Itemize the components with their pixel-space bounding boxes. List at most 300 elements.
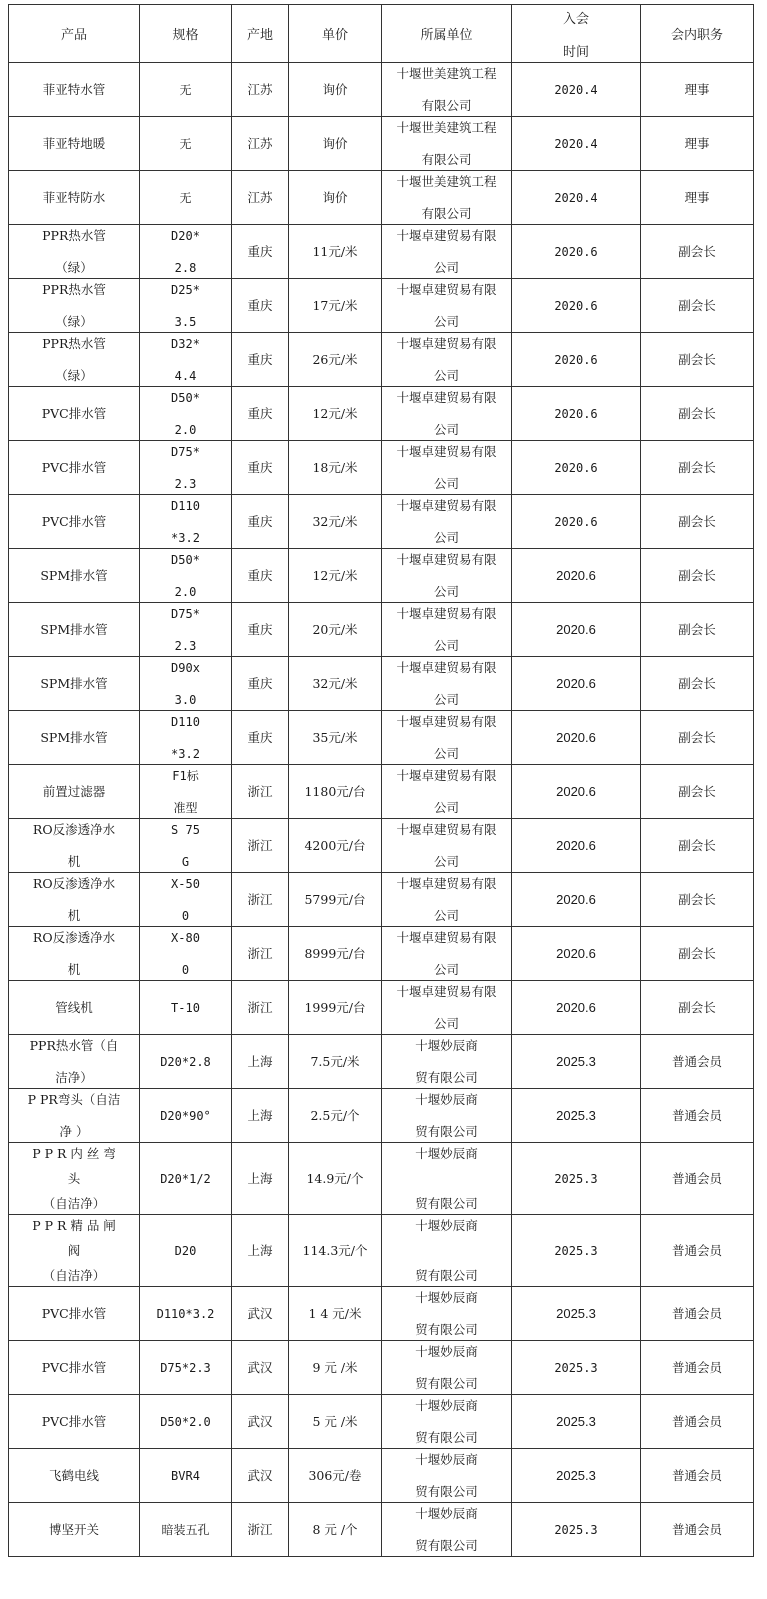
unit-cell-line: 公司 bbox=[433, 691, 459, 707]
join-date-cell: 2020.6 bbox=[512, 333, 641, 387]
table-row bbox=[9, 1449, 754, 1503]
product-cell-line: 机 bbox=[67, 907, 81, 923]
spec-cell-line: BVR4 bbox=[171, 1468, 200, 1483]
spec-cell bbox=[140, 1215, 232, 1287]
product-cell-line: 头 bbox=[67, 1170, 81, 1186]
unit-cell-line: 十堰妙辰商 bbox=[415, 1343, 478, 1359]
product-cell-line: SPM排水管 bbox=[40, 621, 108, 637]
spec-cell bbox=[140, 549, 232, 603]
product-cell-line: 管线机 bbox=[55, 999, 93, 1015]
spec-cell-line: 4.4 bbox=[174, 368, 197, 383]
unit-cell-line: 十堰妙辰商 bbox=[415, 1505, 478, 1521]
unit-cell bbox=[382, 549, 512, 603]
product-cell-line: 菲亚特防水 bbox=[42, 189, 106, 205]
unit-cell-line: 公司 bbox=[433, 853, 459, 869]
product-cell-line: 机 bbox=[67, 961, 81, 977]
product-cell-line: （自洁净） bbox=[42, 1267, 106, 1283]
product-cell bbox=[9, 1089, 140, 1143]
spec-cell-line: 3.5 bbox=[174, 314, 197, 329]
price-cell: 17元/米 bbox=[289, 279, 382, 333]
product-cell-line: PVC排水管 bbox=[41, 1359, 107, 1375]
origin-cell: 重庆 bbox=[232, 387, 289, 441]
unit-cell-line: 公司 bbox=[433, 421, 459, 437]
unit-cell-line: 公司 bbox=[433, 961, 459, 977]
table-row bbox=[9, 657, 754, 711]
unit-cell-line: 公司 bbox=[433, 259, 459, 275]
unit-cell-line: 公司 bbox=[433, 475, 459, 491]
role-cell: 副会长 bbox=[641, 603, 754, 657]
table-row bbox=[9, 441, 754, 495]
unit-cell bbox=[382, 603, 512, 657]
origin-cell: 重庆 bbox=[232, 225, 289, 279]
price-cell: 306元/卷 bbox=[289, 1449, 382, 1503]
origin-cell: 重庆 bbox=[232, 333, 289, 387]
product-cell bbox=[9, 495, 140, 549]
price-cell: 11元/米 bbox=[289, 225, 382, 279]
product-cell bbox=[9, 1395, 140, 1449]
unit-cell-line: 有限公司 bbox=[421, 97, 472, 113]
table-row bbox=[9, 1143, 754, 1215]
unit-cell-line: 公司 bbox=[433, 313, 459, 329]
unit-cell-line: 十堰卓建贸易有限 bbox=[396, 551, 497, 567]
spec-cell-line: X-50 bbox=[171, 876, 200, 891]
spec-cell-line: D75* bbox=[171, 444, 200, 459]
role-cell: 普通会员 bbox=[641, 1341, 754, 1395]
origin-cell: 重庆 bbox=[232, 549, 289, 603]
join-date-cell: 2020.6 bbox=[512, 927, 641, 981]
unit-cell bbox=[382, 279, 512, 333]
origin-cell: 重庆 bbox=[232, 711, 289, 765]
unit-cell bbox=[382, 171, 512, 225]
role-cell: 副会长 bbox=[641, 927, 754, 981]
table-row bbox=[9, 1503, 754, 1557]
product-cell bbox=[9, 603, 140, 657]
unit-cell bbox=[382, 711, 512, 765]
table-row bbox=[9, 495, 754, 549]
role-cell: 副会长 bbox=[641, 657, 754, 711]
unit-cell-line: 贸有限公司 bbox=[415, 1195, 478, 1211]
header-unit: 所属单位 bbox=[382, 5, 512, 63]
spec-cell-line: D50*2.0 bbox=[160, 1414, 211, 1429]
role-cell: 普通会员 bbox=[641, 1215, 754, 1287]
product-cell bbox=[9, 981, 140, 1035]
role-cell: 理事 bbox=[641, 63, 754, 117]
header-spec: 规格 bbox=[140, 5, 232, 63]
origin-cell: 浙江 bbox=[232, 765, 289, 819]
price-cell: 5 元 /米 bbox=[289, 1395, 382, 1449]
spec-cell-line: 无 bbox=[179, 82, 192, 97]
role-cell: 理事 bbox=[641, 171, 754, 225]
product-cell bbox=[9, 117, 140, 171]
table-row bbox=[9, 927, 754, 981]
spec-cell bbox=[140, 387, 232, 441]
join-date-cell: 2020.6 bbox=[512, 603, 641, 657]
product-cell-line: 博坚开关 bbox=[48, 1521, 99, 1537]
spec-cell-line: 暗装五孔 bbox=[161, 1522, 210, 1537]
product-cell bbox=[9, 657, 140, 711]
spec-cell-line: D25* bbox=[171, 282, 200, 297]
spec-cell bbox=[140, 279, 232, 333]
join-date-cell: 2025.3 bbox=[512, 1503, 641, 1557]
spec-cell bbox=[140, 765, 232, 819]
product-cell-line: PPR热水管 bbox=[42, 281, 106, 297]
origin-cell: 上海 bbox=[232, 1035, 289, 1089]
unit-cell-line: 十堰卓建贸易有限 bbox=[396, 497, 497, 513]
product-cell-line: （绿） bbox=[55, 313, 93, 329]
unit-cell-line: 公司 bbox=[433, 799, 459, 815]
table-row bbox=[9, 765, 754, 819]
unit-cell bbox=[382, 819, 512, 873]
spec-cell-line: D50* bbox=[171, 390, 200, 405]
spec-cell bbox=[140, 1089, 232, 1143]
spec-cell-line: D32* bbox=[171, 336, 200, 351]
price-cell: 35元/米 bbox=[289, 711, 382, 765]
origin-cell: 浙江 bbox=[232, 981, 289, 1035]
role-cell: 普通会员 bbox=[641, 1503, 754, 1557]
unit-cell bbox=[382, 1503, 512, 1557]
unit-cell-line: 公司 bbox=[433, 907, 459, 923]
unit-cell bbox=[382, 387, 512, 441]
spec-cell-line: 2.8 bbox=[174, 260, 197, 275]
unit-cell-line: 贸有限公司 bbox=[415, 1429, 478, 1445]
join-date-cell: 2020.4 bbox=[512, 63, 641, 117]
join-date-cell: 2020.6 bbox=[512, 819, 641, 873]
unit-cell-line: 十堰卓建贸易有限 bbox=[396, 227, 497, 243]
spec-cell-line: F1标 bbox=[172, 768, 199, 783]
header-join-time bbox=[512, 5, 641, 63]
product-cell bbox=[9, 171, 140, 225]
product-cell-line: PVC排水管 bbox=[41, 459, 107, 475]
price-cell: 26元/米 bbox=[289, 333, 382, 387]
price-cell: 8999元/台 bbox=[289, 927, 382, 981]
table-row bbox=[9, 1287, 754, 1341]
unit-cell-line: 贸有限公司 bbox=[415, 1123, 478, 1139]
product-cell bbox=[9, 927, 140, 981]
price-cell: 4200元/台 bbox=[289, 819, 382, 873]
join-date-cell: 2025.3 bbox=[512, 1287, 641, 1341]
spec-cell-line: X-80 bbox=[171, 930, 200, 945]
spec-cell bbox=[140, 873, 232, 927]
spec-cell bbox=[140, 1035, 232, 1089]
product-cell bbox=[9, 1341, 140, 1395]
origin-cell: 重庆 bbox=[232, 279, 289, 333]
join-date-cell: 2020.6 bbox=[512, 549, 641, 603]
unit-cell bbox=[382, 441, 512, 495]
price-cell: 2.5元/个 bbox=[289, 1089, 382, 1143]
spec-cell-line: 2.0 bbox=[174, 584, 197, 599]
product-cell-line: P P R 内 丝 弯 bbox=[32, 1145, 116, 1161]
spec-cell-line: 无 bbox=[179, 190, 192, 205]
unit-cell-line: 贸有限公司 bbox=[415, 1069, 478, 1085]
product-cell bbox=[9, 387, 140, 441]
spec-cell-line: S 75 bbox=[171, 822, 200, 837]
role-cell: 普通会员 bbox=[641, 1143, 754, 1215]
spec-cell-line: 0 bbox=[181, 908, 190, 923]
product-cell bbox=[9, 1215, 140, 1287]
unit-cell-line: 有限公司 bbox=[421, 151, 472, 167]
role-cell: 副会长 bbox=[641, 441, 754, 495]
unit-cell bbox=[382, 981, 512, 1035]
product-cell-line: SPM排水管 bbox=[40, 675, 108, 691]
origin-cell: 武汉 bbox=[232, 1341, 289, 1395]
origin-cell: 上海 bbox=[232, 1089, 289, 1143]
role-cell: 普通会员 bbox=[641, 1089, 754, 1143]
role-cell: 普通会员 bbox=[641, 1395, 754, 1449]
origin-cell: 武汉 bbox=[232, 1449, 289, 1503]
header-role: 会内职务 bbox=[641, 5, 754, 63]
role-cell: 普通会员 bbox=[641, 1449, 754, 1503]
table-row bbox=[9, 225, 754, 279]
spec-cell-line: D110 bbox=[171, 714, 200, 729]
origin-cell: 江苏 bbox=[232, 171, 289, 225]
unit-cell-line: 十堰卓建贸易有限 bbox=[396, 767, 497, 783]
product-cell-line: 洁净） bbox=[55, 1069, 93, 1085]
origin-cell: 上海 bbox=[232, 1215, 289, 1287]
spec-cell-line: D90x bbox=[171, 660, 200, 675]
table-row bbox=[9, 603, 754, 657]
table-row bbox=[9, 549, 754, 603]
product-cell-line: SPM排水管 bbox=[40, 729, 108, 745]
role-cell: 副会长 bbox=[641, 819, 754, 873]
unit-cell-line: 十堰卓建贸易有限 bbox=[396, 983, 497, 999]
join-date-cell: 2020.4 bbox=[512, 171, 641, 225]
unit-cell-line: 十堰卓建贸易有限 bbox=[396, 929, 497, 945]
spec-cell-line: D20 bbox=[174, 1243, 197, 1258]
spec-cell-line: G bbox=[181, 854, 190, 869]
join-date-cell: 2020.6 bbox=[512, 657, 641, 711]
spec-cell bbox=[140, 117, 232, 171]
product-cell-line: PVC排水管 bbox=[41, 1305, 107, 1321]
product-cell bbox=[9, 279, 140, 333]
table-row bbox=[9, 1089, 754, 1143]
table-row bbox=[9, 711, 754, 765]
unit-cell-line: 十堰妙辰商 bbox=[415, 1217, 478, 1233]
price-cell: 20元/米 bbox=[289, 603, 382, 657]
product-cell-line: （绿） bbox=[55, 367, 93, 383]
unit-cell-line: 有限公司 bbox=[421, 205, 472, 221]
role-cell: 副会长 bbox=[641, 279, 754, 333]
unit-cell-line: 十堰世美建筑工程 bbox=[396, 65, 497, 81]
unit-cell bbox=[382, 1215, 512, 1287]
product-cell-line: 菲亚特水管 bbox=[42, 81, 106, 97]
join-date-cell: 2025.3 bbox=[512, 1215, 641, 1287]
join-date-cell: 2025.3 bbox=[512, 1089, 641, 1143]
unit-cell bbox=[382, 1341, 512, 1395]
origin-cell: 武汉 bbox=[232, 1287, 289, 1341]
unit-cell bbox=[382, 117, 512, 171]
spec-cell bbox=[140, 1287, 232, 1341]
unit-cell bbox=[382, 765, 512, 819]
join-date-cell: 2025.3 bbox=[512, 1449, 641, 1503]
price-cell: 9 元 /米 bbox=[289, 1341, 382, 1395]
spec-cell bbox=[140, 333, 232, 387]
unit-cell-line: 贸有限公司 bbox=[415, 1321, 478, 1337]
unit-cell-line: 十堰妙辰商 bbox=[415, 1145, 478, 1161]
join-date-cell: 2020.6 bbox=[512, 981, 641, 1035]
price-cell: 1999元/台 bbox=[289, 981, 382, 1035]
spec-cell bbox=[140, 711, 232, 765]
unit-cell-line: 贸有限公司 bbox=[415, 1537, 478, 1553]
unit-cell-line: 十堰卓建贸易有限 bbox=[396, 875, 497, 891]
price-cell: 12元/米 bbox=[289, 387, 382, 441]
origin-cell: 浙江 bbox=[232, 927, 289, 981]
price-cell: 询价 bbox=[289, 171, 382, 225]
origin-cell: 江苏 bbox=[232, 63, 289, 117]
product-cell-line: 阀 bbox=[67, 1242, 81, 1258]
role-cell: 普通会员 bbox=[641, 1035, 754, 1089]
spec-cell bbox=[140, 981, 232, 1035]
role-cell: 副会长 bbox=[641, 981, 754, 1035]
table-row bbox=[9, 333, 754, 387]
unit-cell-line: 十堰世美建筑工程 bbox=[396, 119, 497, 135]
join-date-cell: 2020.6 bbox=[512, 873, 641, 927]
spec-cell-line: D20*90° bbox=[160, 1108, 211, 1123]
spec-cell-line: *3.2 bbox=[171, 746, 200, 761]
spec-cell-line: D20*2.8 bbox=[160, 1054, 211, 1069]
price-cell: 5799元/台 bbox=[289, 873, 382, 927]
product-cell-line: 飞鹤电线 bbox=[48, 1467, 99, 1483]
unit-cell bbox=[382, 1143, 512, 1215]
spec-cell bbox=[140, 657, 232, 711]
unit-cell-line: 十堰妙辰商 bbox=[415, 1289, 478, 1305]
join-date-cell: 2020.6 bbox=[512, 441, 641, 495]
role-cell: 副会长 bbox=[641, 495, 754, 549]
header-row bbox=[9, 5, 754, 63]
spec-cell bbox=[140, 1341, 232, 1395]
spec-cell-line: 0 bbox=[181, 962, 190, 977]
spec-cell-line: D110*3.2 bbox=[156, 1306, 215, 1321]
table-row bbox=[9, 981, 754, 1035]
spec-cell-line: *3.2 bbox=[171, 530, 200, 545]
role-cell: 理事 bbox=[641, 117, 754, 171]
unit-cell bbox=[382, 1089, 512, 1143]
join-date-cell: 2025.3 bbox=[512, 1395, 641, 1449]
unit-cell-line: 贸有限公司 bbox=[415, 1267, 478, 1283]
price-cell: 7.5元/米 bbox=[289, 1035, 382, 1089]
spec-cell-line: D50* bbox=[171, 552, 200, 567]
table-row bbox=[9, 387, 754, 441]
spec-cell bbox=[140, 1503, 232, 1557]
spec-cell-line: 3.0 bbox=[174, 692, 197, 707]
product-cell-line: P PR弯头（自洁 bbox=[27, 1091, 121, 1107]
join-date-cell: 2020.4 bbox=[512, 117, 641, 171]
header-price: 单价 bbox=[289, 5, 382, 63]
origin-cell: 武汉 bbox=[232, 1395, 289, 1449]
unit-cell-line: 十堰卓建贸易有限 bbox=[396, 389, 497, 405]
header-origin: 产地 bbox=[232, 5, 289, 63]
role-cell: 副会长 bbox=[641, 333, 754, 387]
spec-cell-line: T-10 bbox=[171, 1000, 200, 1015]
table-row bbox=[9, 1395, 754, 1449]
spec-cell-line: 2.0 bbox=[174, 422, 197, 437]
unit-cell-line: 公司 bbox=[433, 745, 459, 761]
origin-cell: 浙江 bbox=[232, 1503, 289, 1557]
header-join-line1: 入会 bbox=[562, 11, 589, 27]
origin-cell: 浙江 bbox=[232, 819, 289, 873]
spec-cell-line: D75* bbox=[171, 606, 200, 621]
unit-cell bbox=[382, 1449, 512, 1503]
unit-cell-line: 十堰世美建筑工程 bbox=[396, 173, 497, 189]
product-cell bbox=[9, 549, 140, 603]
header-join-line2: 时间 bbox=[562, 44, 589, 60]
role-cell: 普通会员 bbox=[641, 1287, 754, 1341]
product-cell-line: 机 bbox=[67, 853, 81, 869]
origin-cell: 重庆 bbox=[232, 441, 289, 495]
spec-cell-line: D75*2.3 bbox=[160, 1360, 211, 1375]
spec-cell bbox=[140, 225, 232, 279]
spec-cell bbox=[140, 1143, 232, 1215]
unit-cell-line: 十堰卓建贸易有限 bbox=[396, 335, 497, 351]
origin-cell: 重庆 bbox=[232, 603, 289, 657]
member-product-table bbox=[8, 4, 754, 1557]
product-cell bbox=[9, 63, 140, 117]
join-date-cell: 2020.6 bbox=[512, 225, 641, 279]
unit-cell bbox=[382, 63, 512, 117]
table-body bbox=[9, 63, 754, 1557]
unit-cell-line: 十堰卓建贸易有限 bbox=[396, 443, 497, 459]
price-cell: 1180元/台 bbox=[289, 765, 382, 819]
join-date-cell: 2025.3 bbox=[512, 1341, 641, 1395]
price-cell: 12元/米 bbox=[289, 549, 382, 603]
product-cell-line: P P R 精 品 闸 bbox=[32, 1217, 116, 1233]
product-cell bbox=[9, 1287, 140, 1341]
product-cell-line: PVC排水管 bbox=[41, 1413, 107, 1429]
unit-cell bbox=[382, 657, 512, 711]
role-cell: 副会长 bbox=[641, 549, 754, 603]
unit-cell-line: 贸有限公司 bbox=[415, 1375, 478, 1391]
header-product: 产品 bbox=[9, 5, 140, 63]
join-date-cell: 2025.3 bbox=[512, 1035, 641, 1089]
join-date-cell: 2025.3 bbox=[512, 1143, 641, 1215]
spec-cell bbox=[140, 603, 232, 657]
price-cell: 8 元 /个 bbox=[289, 1503, 382, 1557]
unit-cell-line: 十堰卓建贸易有限 bbox=[396, 281, 497, 297]
unit-cell bbox=[382, 927, 512, 981]
unit-cell bbox=[382, 495, 512, 549]
table-row bbox=[9, 819, 754, 873]
product-cell-line: （绿） bbox=[55, 259, 93, 275]
spec-cell bbox=[140, 927, 232, 981]
product-cell bbox=[9, 1449, 140, 1503]
product-cell-line: PVC排水管 bbox=[41, 513, 107, 529]
product-cell-line: PVC排水管 bbox=[41, 405, 107, 421]
product-cell-line: RO反渗透净水 bbox=[32, 929, 116, 945]
unit-cell bbox=[382, 225, 512, 279]
product-cell bbox=[9, 711, 140, 765]
product-cell-line: 菲亚特地暖 bbox=[42, 135, 106, 151]
table-row bbox=[9, 873, 754, 927]
unit-cell-line: 公司 bbox=[433, 637, 459, 653]
spec-cell bbox=[140, 819, 232, 873]
join-date-cell: 2020.6 bbox=[512, 765, 641, 819]
spec-cell bbox=[140, 63, 232, 117]
origin-cell: 浙江 bbox=[232, 873, 289, 927]
unit-cell-line: 十堰卓建贸易有限 bbox=[396, 821, 497, 837]
unit-cell-line: 十堰卓建贸易有限 bbox=[396, 605, 497, 621]
origin-cell: 上海 bbox=[232, 1143, 289, 1215]
price-cell: 1 4 元/米 bbox=[289, 1287, 382, 1341]
product-cell bbox=[9, 441, 140, 495]
origin-cell: 重庆 bbox=[232, 495, 289, 549]
table-row bbox=[9, 279, 754, 333]
price-cell: 18元/米 bbox=[289, 441, 382, 495]
table-row bbox=[9, 1341, 754, 1395]
product-cell-line: PPR热水管 bbox=[42, 335, 106, 351]
spec-cell bbox=[140, 171, 232, 225]
product-cell bbox=[9, 225, 140, 279]
role-cell: 副会长 bbox=[641, 711, 754, 765]
join-date-cell: 2020.6 bbox=[512, 711, 641, 765]
